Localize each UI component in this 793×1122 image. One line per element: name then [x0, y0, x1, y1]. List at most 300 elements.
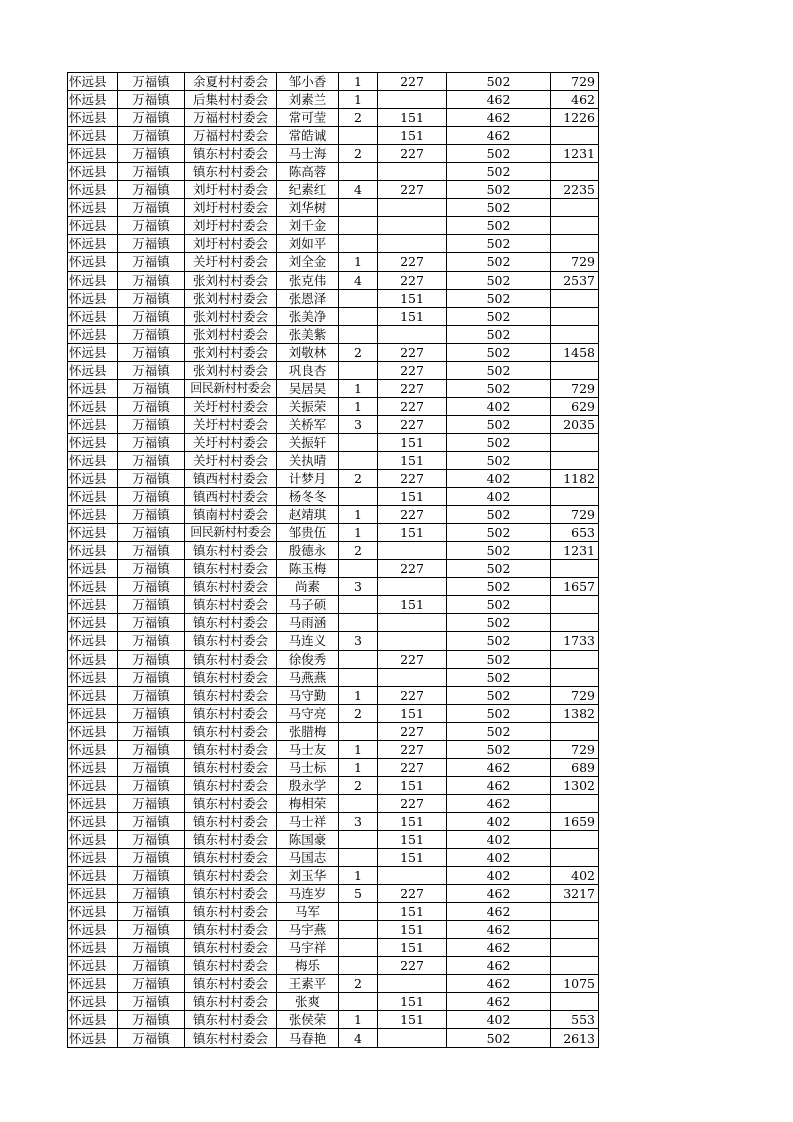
amount-a-cell: 151 — [378, 993, 447, 1011]
table-row — [68, 794, 599, 812]
count-cell — [339, 722, 378, 740]
village-committee-cell: 镇东村村委会 — [185, 578, 277, 596]
town-cell: 万福镇 — [118, 199, 185, 217]
town-cell: 万福镇 — [118, 758, 185, 776]
village-committee-cell: 回民新村村委会 — [185, 524, 277, 542]
table-row — [68, 632, 599, 650]
name-cell: 赵靖琪 — [277, 506, 339, 524]
town-cell: 万福镇 — [118, 253, 185, 271]
table-row — [68, 542, 599, 560]
village-committee-cell: 万福村村委会 — [185, 127, 277, 145]
name-cell: 刘敬林 — [277, 343, 339, 361]
town-cell: 万福镇 — [118, 109, 185, 127]
count-cell — [339, 596, 378, 614]
town-cell: 万福镇 — [118, 560, 185, 578]
town-cell: 万福镇 — [118, 163, 185, 181]
town-cell: 万福镇 — [118, 145, 185, 163]
amount-a-cell: 151 — [378, 849, 447, 867]
amount-b-cell: 402 — [447, 488, 551, 506]
amount-a-cell: 227 — [378, 506, 447, 524]
village-committee-cell: 镇东村村委会 — [185, 921, 277, 939]
name-cell: 马宇燕 — [277, 921, 339, 939]
total-cell: 1226 — [551, 109, 599, 127]
county-cell: 怀远县 — [68, 849, 118, 867]
name-cell: 马宇祥 — [277, 939, 339, 957]
table-row — [68, 91, 599, 109]
town-cell: 万福镇 — [118, 1011, 185, 1029]
village-committee-cell: 镇东村村委会 — [185, 722, 277, 740]
amount-b-cell: 502 — [447, 506, 551, 524]
village-committee-cell: 关圩村村委会 — [185, 451, 277, 469]
table-row — [68, 253, 599, 271]
total-cell: 729 — [551, 740, 599, 758]
amount-b-cell: 502 — [447, 596, 551, 614]
county-cell: 怀远县 — [68, 145, 118, 163]
table-row — [68, 596, 599, 614]
count-cell — [339, 433, 378, 451]
amount-a-cell: 151 — [378, 921, 447, 939]
village-committee-cell: 刘圩村村委会 — [185, 235, 277, 253]
total-cell — [551, 668, 599, 686]
amount-a-cell: 151 — [378, 1011, 447, 1029]
table-row — [68, 379, 599, 397]
total-cell: 1657 — [551, 578, 599, 596]
amount-a-cell: 227 — [378, 361, 447, 379]
amount-b-cell: 502 — [447, 145, 551, 163]
county-cell: 怀远县 — [68, 668, 118, 686]
amount-b-cell: 462 — [447, 776, 551, 794]
table-row — [68, 578, 599, 596]
amount-a-cell: 151 — [378, 109, 447, 127]
amount-a-cell: 227 — [378, 343, 447, 361]
town-cell: 万福镇 — [118, 975, 185, 993]
amount-b-cell: 502 — [447, 578, 551, 596]
name-cell: 殷永学 — [277, 776, 339, 794]
name-cell: 杨冬冬 — [277, 488, 339, 506]
village-committee-cell: 关圩村村委会 — [185, 415, 277, 433]
county-cell: 怀远县 — [68, 542, 118, 560]
count-cell — [339, 849, 378, 867]
village-committee-cell: 镇东村村委会 — [185, 903, 277, 921]
amount-b-cell: 502 — [447, 1029, 551, 1047]
table-row — [68, 650, 599, 668]
amount-a-cell: 227 — [378, 415, 447, 433]
count-cell: 1 — [339, 397, 378, 415]
amount-a-cell: 227 — [378, 758, 447, 776]
total-cell — [551, 433, 599, 451]
count-cell — [339, 560, 378, 578]
village-committee-cell: 后集村村委会 — [185, 91, 277, 109]
village-committee-cell: 关圩村村委会 — [185, 433, 277, 451]
count-cell — [339, 325, 378, 343]
table-row — [68, 451, 599, 469]
village-committee-cell: 张刘村村委会 — [185, 289, 277, 307]
count-cell: 2 — [339, 343, 378, 361]
county-cell: 怀远县 — [68, 109, 118, 127]
amount-a-cell: 227 — [378, 470, 447, 488]
county-cell: 怀远县 — [68, 217, 118, 235]
town-cell: 万福镇 — [118, 181, 185, 199]
table-row — [68, 668, 599, 686]
town-cell: 万福镇 — [118, 632, 185, 650]
total-cell — [551, 488, 599, 506]
total-cell — [551, 903, 599, 921]
village-committee-cell: 镇东村村委会 — [185, 758, 277, 776]
table-row — [68, 307, 599, 325]
count-cell: 1 — [339, 740, 378, 758]
county-cell: 怀远县 — [68, 1029, 118, 1047]
amount-b-cell: 502 — [447, 289, 551, 307]
county-cell: 怀远县 — [68, 993, 118, 1011]
count-cell — [339, 957, 378, 975]
amount-b-cell: 462 — [447, 939, 551, 957]
table-row — [68, 975, 599, 993]
total-cell: 2035 — [551, 415, 599, 433]
name-cell: 陈玉梅 — [277, 560, 339, 578]
amount-a-cell — [378, 163, 447, 181]
amount-a-cell: 151 — [378, 776, 447, 794]
total-cell — [551, 289, 599, 307]
amount-b-cell: 502 — [447, 361, 551, 379]
name-cell: 常可莹 — [277, 109, 339, 127]
total-cell: 729 — [551, 379, 599, 397]
total-cell: 1733 — [551, 632, 599, 650]
village-committee-cell: 镇西村村委会 — [185, 470, 277, 488]
town-cell: 万福镇 — [118, 1029, 185, 1047]
total-cell: 729 — [551, 686, 599, 704]
table-row — [68, 488, 599, 506]
village-committee-cell: 镇东村村委会 — [185, 668, 277, 686]
amount-b-cell: 502 — [447, 217, 551, 235]
count-cell: 2 — [339, 470, 378, 488]
town-cell: 万福镇 — [118, 849, 185, 867]
amount-a-cell: 227 — [378, 271, 447, 289]
town-cell: 万福镇 — [118, 686, 185, 704]
amount-b-cell: 462 — [447, 91, 551, 109]
count-cell: 2 — [339, 975, 378, 993]
name-cell: 马子硕 — [277, 596, 339, 614]
amount-b-cell: 502 — [447, 253, 551, 271]
count-cell: 1 — [339, 379, 378, 397]
table-row — [68, 686, 599, 704]
village-committee-cell: 张刘村村委会 — [185, 343, 277, 361]
county-cell: 怀远县 — [68, 379, 118, 397]
total-cell: 1659 — [551, 812, 599, 830]
amount-a-cell — [378, 614, 447, 632]
town-cell: 万福镇 — [118, 957, 185, 975]
amount-a-cell: 151 — [378, 289, 447, 307]
village-committee-cell: 镇东村村委会 — [185, 650, 277, 668]
town-cell: 万福镇 — [118, 506, 185, 524]
county-cell: 怀远县 — [68, 939, 118, 957]
town-cell: 万福镇 — [118, 271, 185, 289]
amount-a-cell: 227 — [378, 686, 447, 704]
name-cell: 邹小香 — [277, 73, 339, 91]
table-row — [68, 343, 599, 361]
town-cell: 万福镇 — [118, 650, 185, 668]
count-cell — [339, 451, 378, 469]
amount-b-cell: 502 — [447, 343, 551, 361]
total-cell — [551, 560, 599, 578]
amount-a-cell — [378, 91, 447, 109]
village-committee-cell: 镇东村村委会 — [185, 686, 277, 704]
total-cell — [551, 650, 599, 668]
amount-b-cell: 502 — [447, 632, 551, 650]
amount-a-cell: 227 — [378, 397, 447, 415]
name-cell: 张恩泽 — [277, 289, 339, 307]
county-cell: 怀远县 — [68, 524, 118, 542]
count-cell — [339, 127, 378, 145]
town-cell: 万福镇 — [118, 993, 185, 1011]
county-cell: 怀远县 — [68, 73, 118, 91]
county-cell: 怀远县 — [68, 433, 118, 451]
county-cell: 怀远县 — [68, 163, 118, 181]
town-cell: 万福镇 — [118, 596, 185, 614]
name-cell: 马春艳 — [277, 1029, 339, 1047]
count-cell: 3 — [339, 632, 378, 650]
amount-a-cell: 151 — [378, 488, 447, 506]
table-row — [68, 776, 599, 794]
count-cell: 1 — [339, 91, 378, 109]
amount-b-cell: 502 — [447, 271, 551, 289]
county-cell: 怀远县 — [68, 740, 118, 758]
village-committee-cell: 刘圩村村委会 — [185, 217, 277, 235]
count-cell: 4 — [339, 181, 378, 199]
table-row — [68, 506, 599, 524]
village-committee-cell: 镇东村村委会 — [185, 596, 277, 614]
name-cell: 马连岁 — [277, 885, 339, 903]
amount-a-cell — [378, 542, 447, 560]
village-committee-cell: 镇东村村委会 — [185, 885, 277, 903]
amount-b-cell: 502 — [447, 668, 551, 686]
total-cell — [551, 830, 599, 848]
county-cell: 怀远县 — [68, 127, 118, 145]
total-cell — [551, 307, 599, 325]
name-cell: 计梦月 — [277, 470, 339, 488]
table-row — [68, 921, 599, 939]
count-cell: 2 — [339, 109, 378, 127]
village-committee-cell: 镇西村村委会 — [185, 488, 277, 506]
amount-a-cell: 151 — [378, 812, 447, 830]
county-cell: 怀远县 — [68, 867, 118, 885]
county-cell: 怀远县 — [68, 560, 118, 578]
name-cell: 王素平 — [277, 975, 339, 993]
total-cell — [551, 722, 599, 740]
table-row — [68, 704, 599, 722]
amount-b-cell: 462 — [447, 109, 551, 127]
table-row — [68, 957, 599, 975]
table-body — [68, 73, 599, 1048]
village-committee-cell: 镇东村村委会 — [185, 975, 277, 993]
amount-b-cell: 502 — [447, 325, 551, 343]
town-cell: 万福镇 — [118, 794, 185, 812]
count-cell — [339, 650, 378, 668]
count-cell: 1 — [339, 506, 378, 524]
count-cell — [339, 921, 378, 939]
count-cell: 5 — [339, 885, 378, 903]
table-row — [68, 758, 599, 776]
total-cell — [551, 325, 599, 343]
amount-a-cell: 151 — [378, 524, 447, 542]
count-cell — [339, 217, 378, 235]
table-row — [68, 271, 599, 289]
amount-a-cell: 227 — [378, 722, 447, 740]
name-cell: 马军 — [277, 903, 339, 921]
village-committee-cell: 镇东村村委会 — [185, 812, 277, 830]
table-row — [68, 903, 599, 921]
total-cell: 1231 — [551, 542, 599, 560]
county-cell: 怀远县 — [68, 632, 118, 650]
town-cell: 万福镇 — [118, 307, 185, 325]
name-cell: 关振荣 — [277, 397, 339, 415]
total-cell — [551, 921, 599, 939]
count-cell — [339, 668, 378, 686]
county-cell: 怀远县 — [68, 830, 118, 848]
table-row — [68, 73, 599, 91]
table-row — [68, 830, 599, 848]
county-cell: 怀远县 — [68, 271, 118, 289]
name-cell: 刘千金 — [277, 217, 339, 235]
amount-a-cell: 151 — [378, 903, 447, 921]
county-cell: 怀远县 — [68, 361, 118, 379]
name-cell: 马士标 — [277, 758, 339, 776]
village-committee-cell: 张刘村村委会 — [185, 325, 277, 343]
town-cell: 万福镇 — [118, 704, 185, 722]
amount-b-cell: 462 — [447, 993, 551, 1011]
amount-b-cell: 502 — [447, 722, 551, 740]
county-cell: 怀远县 — [68, 614, 118, 632]
county-cell: 怀远县 — [68, 722, 118, 740]
county-cell: 怀远县 — [68, 343, 118, 361]
amount-a-cell: 151 — [378, 596, 447, 614]
village-committee-cell: 镇东村村委会 — [185, 163, 277, 181]
total-cell: 729 — [551, 506, 599, 524]
amount-a-cell — [378, 867, 447, 885]
county-cell: 怀远县 — [68, 704, 118, 722]
town-cell: 万福镇 — [118, 343, 185, 361]
total-cell — [551, 596, 599, 614]
town-cell: 万福镇 — [118, 524, 185, 542]
name-cell: 巩良杏 — [277, 361, 339, 379]
amount-b-cell: 502 — [447, 307, 551, 325]
county-cell: 怀远县 — [68, 812, 118, 830]
total-cell: 3217 — [551, 885, 599, 903]
total-cell — [551, 199, 599, 217]
count-cell: 1 — [339, 867, 378, 885]
town-cell: 万福镇 — [118, 397, 185, 415]
total-cell: 689 — [551, 758, 599, 776]
total-cell — [551, 957, 599, 975]
total-cell: 553 — [551, 1011, 599, 1029]
name-cell: 刘全金 — [277, 253, 339, 271]
total-cell: 2537 — [551, 271, 599, 289]
name-cell: 关桥军 — [277, 415, 339, 433]
amount-b-cell: 502 — [447, 199, 551, 217]
name-cell: 梅乐 — [277, 957, 339, 975]
total-cell: 729 — [551, 73, 599, 91]
count-cell: 2 — [339, 542, 378, 560]
table-row — [68, 415, 599, 433]
name-cell: 刘素兰 — [277, 91, 339, 109]
amount-b-cell: 402 — [447, 1011, 551, 1029]
name-cell: 张美净 — [277, 307, 339, 325]
total-cell: 629 — [551, 397, 599, 415]
village-committee-cell: 镇东村村委会 — [185, 993, 277, 1011]
amount-b-cell: 502 — [447, 650, 551, 668]
amount-a-cell: 151 — [378, 307, 447, 325]
amount-b-cell: 502 — [447, 740, 551, 758]
name-cell: 张侯荣 — [277, 1011, 339, 1029]
village-committee-cell: 镇东村村委会 — [185, 830, 277, 848]
count-cell: 4 — [339, 1029, 378, 1047]
amount-a-cell: 227 — [378, 794, 447, 812]
county-cell: 怀远县 — [68, 181, 118, 199]
table-row — [68, 939, 599, 957]
name-cell: 刘玉华 — [277, 867, 339, 885]
table-row — [68, 397, 599, 415]
count-cell — [339, 614, 378, 632]
name-cell: 马雨涵 — [277, 614, 339, 632]
amount-b-cell: 402 — [447, 470, 551, 488]
amount-a-cell — [378, 325, 447, 343]
table-row — [68, 361, 599, 379]
amount-a-cell — [378, 217, 447, 235]
county-cell: 怀远县 — [68, 307, 118, 325]
county-cell: 怀远县 — [68, 758, 118, 776]
table-row — [68, 289, 599, 307]
amount-b-cell: 402 — [447, 397, 551, 415]
amount-b-cell: 502 — [447, 686, 551, 704]
total-cell — [551, 127, 599, 145]
county-cell: 怀远县 — [68, 686, 118, 704]
count-cell — [339, 993, 378, 1011]
village-committee-cell: 镇东村村委会 — [185, 704, 277, 722]
county-cell: 怀远县 — [68, 975, 118, 993]
count-cell — [339, 488, 378, 506]
total-cell — [551, 849, 599, 867]
name-cell: 徐俊秀 — [277, 650, 339, 668]
name-cell: 马守勤 — [277, 686, 339, 704]
table-row — [68, 740, 599, 758]
county-cell: 怀远县 — [68, 596, 118, 614]
total-cell: 402 — [551, 867, 599, 885]
count-cell: 1 — [339, 1011, 378, 1029]
amount-a-cell: 151 — [378, 433, 447, 451]
village-committee-cell: 镇东村村委会 — [185, 776, 277, 794]
total-cell: 653 — [551, 524, 599, 542]
amount-b-cell: 462 — [447, 903, 551, 921]
village-committee-cell: 张刘村村委会 — [185, 361, 277, 379]
amount-b-cell: 402 — [447, 812, 551, 830]
count-cell: 1 — [339, 524, 378, 542]
count-cell: 2 — [339, 145, 378, 163]
count-cell: 1 — [339, 686, 378, 704]
table-row — [68, 470, 599, 488]
village-committee-cell: 镇东村村委会 — [185, 614, 277, 632]
village-committee-cell: 镇东村村委会 — [185, 1011, 277, 1029]
village-committee-cell: 镇东村村委会 — [185, 794, 277, 812]
table-row — [68, 722, 599, 740]
amount-b-cell: 502 — [447, 542, 551, 560]
village-committee-cell: 镇东村村委会 — [185, 867, 277, 885]
table-row — [68, 127, 599, 145]
county-cell: 怀远县 — [68, 1011, 118, 1029]
total-cell — [551, 235, 599, 253]
town-cell: 万福镇 — [118, 127, 185, 145]
amount-a-cell: 227 — [378, 145, 447, 163]
amount-b-cell: 502 — [447, 433, 551, 451]
total-cell — [551, 451, 599, 469]
